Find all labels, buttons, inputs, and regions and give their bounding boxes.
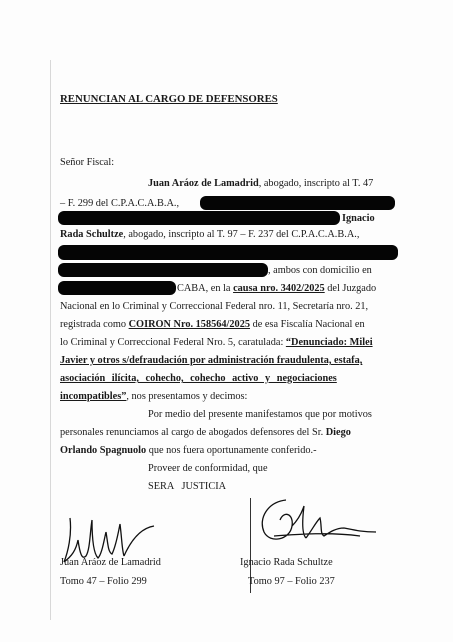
signer-1-name: Juan Aráoz de Lamadrid bbox=[60, 557, 161, 568]
redaction-bar bbox=[200, 196, 395, 210]
p1-line-10: lo Criminal y Correccional Federal Nro. 5, caratulada: “Denunciado: Milei bbox=[60, 337, 373, 348]
caratula-2: Javier y otros s/defraudación por administración fraudulenta, estafa, bbox=[60, 355, 363, 366]
closing-line-1: Proveer de conformidad, que bbox=[148, 463, 268, 474]
margin-line bbox=[50, 60, 51, 620]
redaction-bar bbox=[58, 263, 268, 277]
p2-line-1: Por medio del presente manifestamos que por motivos bbox=[148, 409, 372, 420]
signer-2-tomo: Tomo 97 – Folio 237 bbox=[248, 576, 335, 587]
p1-line-4: Rada Schultze, abogado, inscripto al T. 97 – F. 237 del C.P.A.C.A.B.A., bbox=[60, 229, 360, 240]
p1-line-1: Juan Aráoz de Lamadrid, abogado, inscripto al T. 47 bbox=[148, 178, 374, 189]
p1-line-3 bbox=[342, 213, 375, 225]
client-name-last: Orlando Spagnuolo bbox=[60, 445, 147, 456]
caratula-1: “Denunciado: Milei bbox=[285, 337, 373, 348]
document-title: RENUNCIAN AL CARGO DE DEFENSORES bbox=[60, 93, 278, 105]
signer-1-tomo: Tomo 47 – Folio 299 bbox=[60, 576, 147, 587]
p1-line-11 bbox=[60, 355, 362, 367]
p2-line-2: personales renunciamos al cargo de abogados defensores del Sr. Diego bbox=[60, 427, 351, 438]
p1-line-12 bbox=[60, 373, 337, 385]
signature-ignacio-rada bbox=[250, 492, 380, 562]
p1-line-8: Nacional en lo Criminal y Correccional Federal nro. 11, Secretaría nro. 21, bbox=[60, 301, 369, 312]
lawyer-name-2-last: Rada Schultze bbox=[60, 229, 124, 240]
redaction-bar bbox=[58, 245, 398, 260]
p1-line-6: , ambos con domicilio en bbox=[268, 265, 372, 276]
p1-line-7: CABA, en la causa nro. 3402/2025 del Juzgado bbox=[177, 283, 377, 294]
greeting: Señor Fiscal: bbox=[60, 157, 115, 168]
redaction-bar bbox=[58, 281, 176, 295]
p2-line-3: Orlando Spagnuolo que nos fuera oportunamente conferido.- bbox=[60, 445, 317, 456]
signer-2-name: Ignacio Rada Schultze bbox=[240, 557, 333, 568]
lawyer-name-2-first: Ignacio bbox=[342, 213, 375, 224]
p1-line-2: – F. 299 del C.P.A.C.A.B.A., bbox=[60, 198, 180, 209]
caratula-3: asociación ilícita, cohecho, cohecho activo y negociaciones bbox=[60, 373, 337, 384]
coiron-number: COIRON Nro. 158564/2025 bbox=[128, 319, 250, 330]
p1-line-13: incompatibles”, nos presentamos y decimos: bbox=[60, 391, 248, 402]
closing-line-2: SERA JUSTICIA bbox=[148, 481, 227, 492]
caratula-4: incompatibles” bbox=[60, 391, 127, 402]
client-name-first: Diego bbox=[325, 427, 351, 438]
lawyer-name-1: Juan Aráoz de Lamadrid bbox=[148, 178, 259, 189]
causa-number: causa nro. 3402/2025 bbox=[233, 283, 325, 294]
p1-line-9: registrada como COIRON Nro. 158564/2025 de esa Fiscalía Nacional en bbox=[60, 319, 365, 330]
redaction-bar bbox=[58, 211, 340, 225]
